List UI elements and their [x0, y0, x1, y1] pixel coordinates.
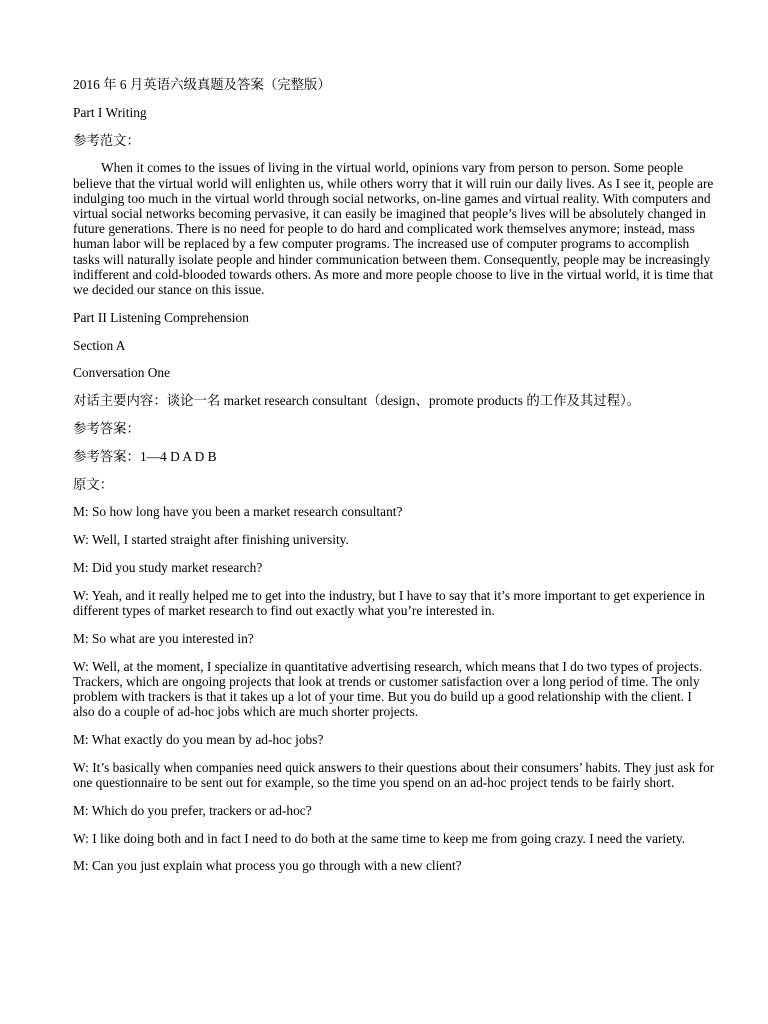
dialogue-line: M: So how long have you been a market research consultant?	[73, 504, 403, 520]
conversation-one-heading: Conversation One	[73, 365, 171, 381]
dialogue-line: W: It’s basically when companies need quick answers to their questions about their consumers’ habits. They just ask for one questionnaire to be sent out for example, so the time you spend on an ad-hoc project tends to be fairly short.	[73, 759, 715, 790]
document-title: 2016 年 6 月英语六级真题及答案（完整版）	[73, 77, 331, 92]
dialogue-line: M: Did you study market research?	[73, 559, 263, 575]
dialogue-line: W: Yeah, and it really helped me to get into the industry, but I have to say that it’s more important to get experience in different types of market research to find out exactly what you’re interested in.	[73, 587, 705, 618]
dialogue-line: M: Can you just explain what process you go through with a new client?	[73, 858, 462, 874]
essay-heading: 参考范文：	[73, 132, 140, 148]
document-page	[73, 77, 715, 886]
part-2-heading: Part II Listening Comprehension	[73, 309, 249, 325]
dialogue-line: M: What exactly do you mean by ad-hoc jobs?	[73, 731, 324, 747]
answers-heading: 参考答案：	[73, 421, 140, 436]
answers-line: 参考答案：1—4 D A D B	[73, 448, 217, 464]
essay-paragraph: When it comes to the issues of living in the virtual world, opinions vary from person to person. Some people believe that the virtual world will enlighten us, while others worry that it will ruin our daily lives. As I see it, people are indulging too much in the virtual world through social networks, on-line games and virtual reality. With computers and virtual social networks becoming pervasive, it can easily be imagined that people’s lives will be absolutely changed in future generations. There is no need for people to do hard and complicated work themselves anymore; instead, mass human labor will be replaced by a few computer programs. The increased use of computer programs to accomplish tasks will naturally isolate people and hinder communication between them. Consequently, people may be increasingly indifferent and cold-blooded towards others. As more and more people choose to live in the virtual world, it is time that we decided our stance on this issue.	[73, 160, 714, 298]
dialogue-line: M: So what are you interested in?	[73, 630, 254, 646]
conversation-summary: 对话主要内容：谈论一名 market research consultant（design、promote products 的工作及其过程）。	[73, 393, 641, 409]
dialogue-line: W: Well, I started straight after finishing university.	[73, 532, 349, 548]
dialogue-line: M: Which do you prefer, trackers or ad-hoc?	[73, 802, 312, 818]
section-a-heading: Section A	[73, 337, 126, 353]
part-1-heading: Part I Writing	[73, 104, 147, 120]
dialogue-line: W: Well, at the moment, I specialize in quantitative advertising research, which means that I do two types of projects. Trackers, which are ongoing projects that look at trends or customer satisfaction over a long period of time. The only problem with trackers is that it takes up a lot of your time. But you do build up a good relationship with the client. I also do a couple of ad-hoc jobs which are much shorter projects.	[73, 658, 703, 720]
script-heading: 原文：	[73, 476, 114, 492]
dialogue-line: W: I like doing both and in fact I need to do both at the same time to keep me from going crazy. I need the variety.	[73, 830, 686, 846]
